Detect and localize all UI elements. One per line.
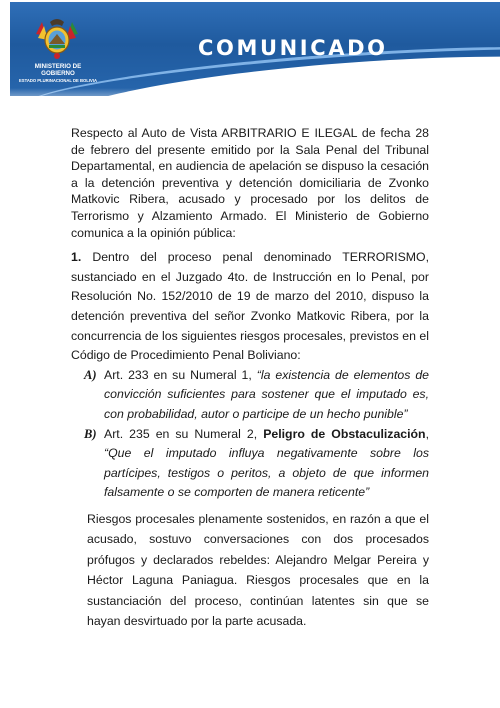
item-quote: “la existencia de elementos de convicción suficientes para sostener que el imputado es, con probabilidad, autor o participe de un hecho punible” <box>104 367 429 421</box>
ministry-line2: ESTADO PLURINACIONAL DE BOLIVIA <box>18 78 97 83</box>
ministry-line1: MINISTERIO DE GOBIERNO <box>34 63 82 77</box>
article-item-b <box>84 425 429 503</box>
item-text <box>104 366 429 425</box>
coat-of-arms-icon <box>32 14 82 62</box>
item-text <box>104 425 429 503</box>
item-bold: Peligro de Obstaculización <box>263 426 426 441</box>
item-lead: Art. 233 en su Numeral 1, <box>104 367 257 382</box>
item-marker: B) <box>84 426 97 441</box>
point-1-paragraph <box>71 248 429 366</box>
ministry-name <box>18 63 98 84</box>
banner-fade <box>10 88 500 118</box>
point-1-number: 1. <box>71 250 82 265</box>
item-marker: A) <box>84 367 97 382</box>
item-quote: “Que el imputado influya negativamente sobre los partícipes, testigos o peritos, a objeto de que informen falsamente o se comporten de manera reticente” <box>104 446 429 500</box>
closing-paragraph: Riesgos procesales plenamente sostenidos, en razón a que el acusado, sostuvo conversaciones con dos procesados prófugos y declarados rebeldes: Alejandro Melgar Pereira y Héctor Laguna Paniagua. Riesgos procesales que en la sustanciación del proceso, continúan latentes sin que se hayan desvirtuado por la parte acusada. <box>87 511 429 628</box>
item-sep: , <box>425 426 429 441</box>
item-lead: Art. 235 en su Numeral 2, <box>104 426 264 441</box>
banner-title: COMUNICADO <box>198 36 388 60</box>
article-item-a <box>84 366 429 425</box>
communique-body <box>71 125 429 644</box>
point-1-text: Dentro del proceso penal denominado TERRORISMO, sustanciado en el Juzgado 4to. de Instrucción en lo Penal, por Resolución No. 152/2010 de 19 de marzo del 2010, dispuso la detención preventiva del señor Zvonko Matkovic Ribera, por la concurrencia de los siguientes riesgos procesales, previstos en el Código de Procedimiento Penal Boliviano: <box>71 250 429 363</box>
intro-paragraph: Respecto al Auto de Vista ARBITRARIO E ILEGAL de fecha 28 de febrero del presente emitido por la Sala Penal del Tribunal Departamental, en audiencia de apelación se dispuso la cesación a la detención preventiva y detención domiciliaria de Zvonko Matkovic Ribera, acusado y procesado por los delitos de Terrorismo y Alzamiento Armado. El Ministerio de Gobierno comunica a la opinión pública: <box>71 126 429 240</box>
